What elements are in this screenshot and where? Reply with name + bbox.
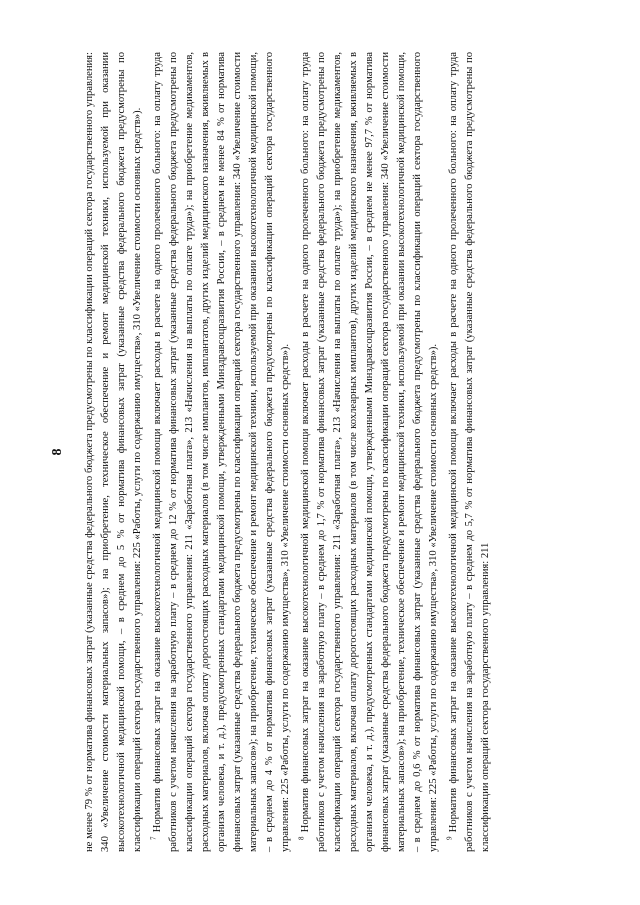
document-body <box>82 52 494 852</box>
paragraph-text: не менее 79 % от норматива финансовых затрат (указанные средства федерального бюджета предусмотрены по классификации операций сектора государственного управления: 340 «Увеличение стоимости материальных запасов»); на приобретение, техническое обеспечение и ремонт медицинской техники, используемой при оказании высокотехнологичной медицинской помощи, – в среднем до 5 % от норматива финансовых затрат (указанные средства федерального бюджета предусмотрены по классификации операций сектора государственного управления: 225 «Работы, услуги по содержанию имущества», 310 «Увеличение стоимости основных средств»). <box>84 52 143 852</box>
footnote-text: Норматив финансовых затрат на оказание высокотехнологичной медицинской помощи включает расходы в расчете на одного пролеченного больного: на оплату труда работников с учетом начисления на заработную плату – в среднем до 5,7 % от норматива финансовых затрат (указанные средства федерального бюджета предусмотрены по классификации операций сектора государственного управления: 211 <box>448 52 491 852</box>
paragraph-continuation <box>82 52 146 852</box>
footnote-9 <box>446 52 494 852</box>
footnote-text: Норматив финансовых затрат на оказание высокотехнологичной медицинской помощи включает расходы в расчете на одного пролеченного больного: на оплату труда работников с учетом начисления на заработную плату – в среднем до 12 % от норматива финансовых затрат (указанные средства федерального бюджета предусмотрены по классификации операций сектора государственного управления: 211 «Заработная плата», 213 «Начисления на выплаты по оплате труда»); на приобретение медикаментов, расходных материалов, включая оплату дорогостоящих расходных материалов (в том числе имплантов, имплантатов, других изделий медицинского назначения, вживляемых в организм человека, и т. д.), предусмотренных стандартами медицинской помощи, утвержденными Минздравсоцразвития России, – в среднем не менее 84 % от норматива финансовых затрат (указанные средства федерального бюджета предусмотрены по классификации операций сектора государственного управления: 340 «Увеличение стоимости материальных запасов»); на приобретение, техническое обеспечение и ремонт медицинской техники, используемой при оказании высокотехнологичной медицинской помощи, – в среднем до 4 % от норматива финансовых затрат (указанные средства федерального бюджета предусмотрены по классификации операций сектора государственного управления: 225 «Работы, услуги по содержанию имущества», 310 «Увеличение стоимости основных средств»). <box>152 52 291 852</box>
footnote-text: Норматив финансовых затрат на оказание высокотехнологичной медицинской помощи включает расходы в расчете на одного пролеченного больного: на оплату труда работников с учетом начисления на заработную плату – в среднем до 1,7 % от норматива финансовых затрат (указанные средства федерального бюджета предусмотрены по классификации операций сектора государственного управления: 211 «Заработная плата», 213 «Начисления на выплаты по оплате труда»); на приобретение медикаментов, расходных материалов, включая оплату дорогостоящих расходных материалов (в том числе кохлеарных имплантов), других изделий медицинского назначения, вживляемых в организм человека, и т. д.), предусмотренных стандартами медицинской помощи, утвержденными Минздравсоцразвития России, – в среднем не менее 97,7 % от норматива финансовых затрат (указанные средства федерального бюджета предусмотрены по классификации операций сектора государственного управления: 340 «Увеличение стоимости материальных запасов»); на приобретение, техническое обеспечение и ремонт медицинской техники, используемой при оказании высокотехнологичной медицинской помощи, – в среднем до 0,6 % от норматива финансовых затрат (указанные средства федерального бюджета предусмотрены по классификации операций сектора государственного управления: 225 «Работы, услуги по содержанию имущества», 310 «Увеличение стоимости основных средств»). <box>300 52 439 852</box>
rotated-page <box>40 12 600 892</box>
footnote-7 <box>150 52 294 852</box>
page-number: 8 <box>50 448 65 456</box>
footnote-marker: 9 <box>445 836 454 840</box>
footnote-marker: 8 <box>297 836 306 840</box>
footnote-8 <box>298 52 442 852</box>
footnote-marker: 7 <box>149 836 158 840</box>
